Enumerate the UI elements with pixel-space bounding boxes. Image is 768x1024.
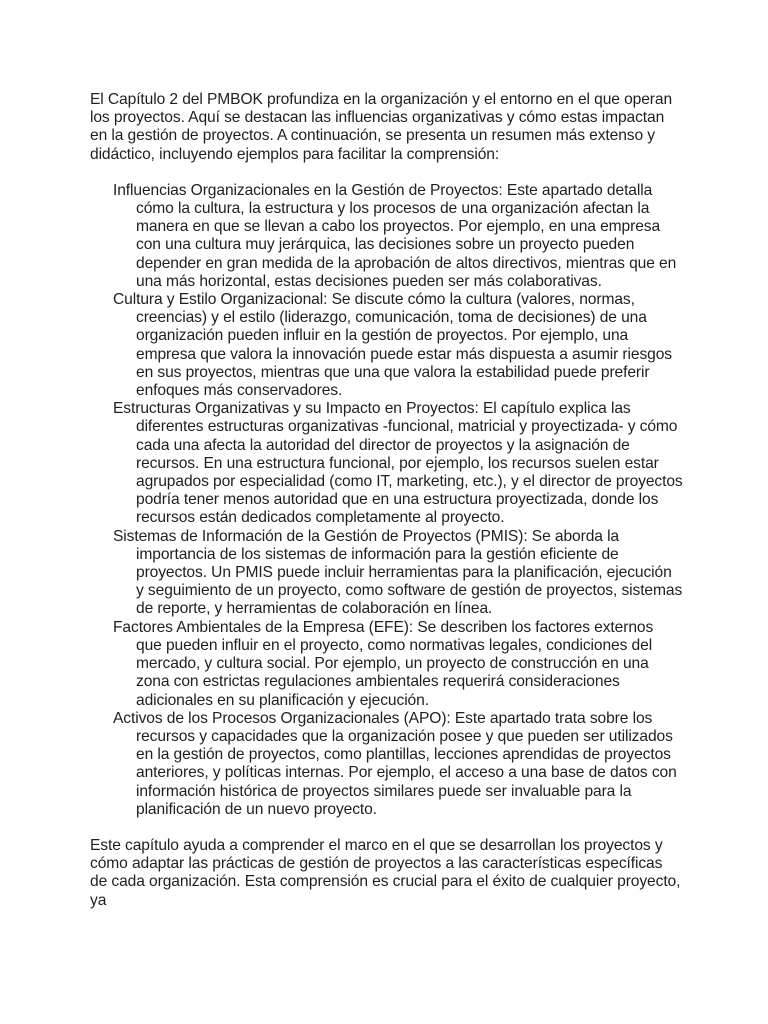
intro-paragraph: El Capítulo 2 del PMBOK profundiza en la organización y el entorno en el que operan los proyectos. Aquí se destacan las influencias organizativas y cómo estas impactan en la gestión de proyectos. A continuación, se presenta un resumen más extenso y didáctico, incluyendo ejemplos para facilitar la comprensión: [90,91,673,163]
list-item: Cultura y Estilo Organizacional: Se discute cómo la cultura (valores, normas, creencias) y el estilo (liderazgo, comunicación, toma de decisiones) de una organización pueden influir en la gestión de proyectos. Por ejemplo, una empresa que valora la innovación puede estar más dispuesta a asumir riesgos en sus proyectos, mientras que una que valora la estabilidad puede preferir enfoques más conservadores. [113,291,672,400]
closing-paragraph: Este capítulo ayuda a comprender el marco en el que se desarrollan los proyectos y cómo adaptar las prácticas de gestión de proyectos a las características específicas de cada organización. Esta comprensión es crucial para el éxito de cualquier proyecto, ya [90,836,681,909]
list-item: Influencias Organizacionales en la Gestión de Proyectos: Este apartado detalla cómo la cultura, la estructura y los procesos de una organización afectan la manera en que se llevan a cabo los proyectos. Por ejemplo, en una empresa con una cultura muy jerárquica, las decisiones sobre un proyecto pueden depender en gran medida de la aprobación de altos directivos, mientras que en una más horizontal, estas decisiones pueden ser más colaborativas. [113,181,677,290]
topic-list [90,181,683,819]
list-item: Activos de los Procesos Organizacionales (APO): Este apartado trata sobre los recursos y capacidades que la organización posee y que pueden ser utilizados en la gestión de proyectos, como plantillas, lecciones aprendidas de proyectos anteriores, y políticas internas. Por ejemplo, el acceso a una base de datos con información histórica de proyectos similares puede ser invaluable para la planificación de un nuevo proyecto. [113,709,677,818]
list-item: Factores Ambientales de la Empresa (EFE): Se describen los factores externos que pueden influir en el proyecto, como normativas legales, condiciones del mercado, y cultura social. Por ejemplo, un proyecto de construcción en una zona con estrictas regulaciones ambientales requerirá consideraciones adicionales en su planificación y ejecución. [113,618,654,709]
list-item: Sistemas de Información de la Gestión de Proyectos (PMIS): Se aborda la importancia de los sistemas de información para la gestión eficiente de proyectos. Un PMIS puede incluir herramientas para la planificación, ejecución y seguimiento de un proyecto, como software de gestión de proyectos, sistemas de reporte, y herramientas de colaboración en línea. [113,527,683,618]
list-item: Estructuras Organizativas y su Impacto en Proyectos: El capítulo explica las diferentes estructuras organizativas -funcional, matricial y proyectizada- y cómo cada una afecta la autoridad del director de proyectos y la asignación de recursos. En una estructura funcional, por ejemplo, los recursos suelen estar agrupados por especialidad (como IT, marketing, etc.), y el director de proyectos podría tener menos autoridad que en una estructura proyectizada, donde los recursos están dedicados completamente al proyecto. [113,400,683,527]
